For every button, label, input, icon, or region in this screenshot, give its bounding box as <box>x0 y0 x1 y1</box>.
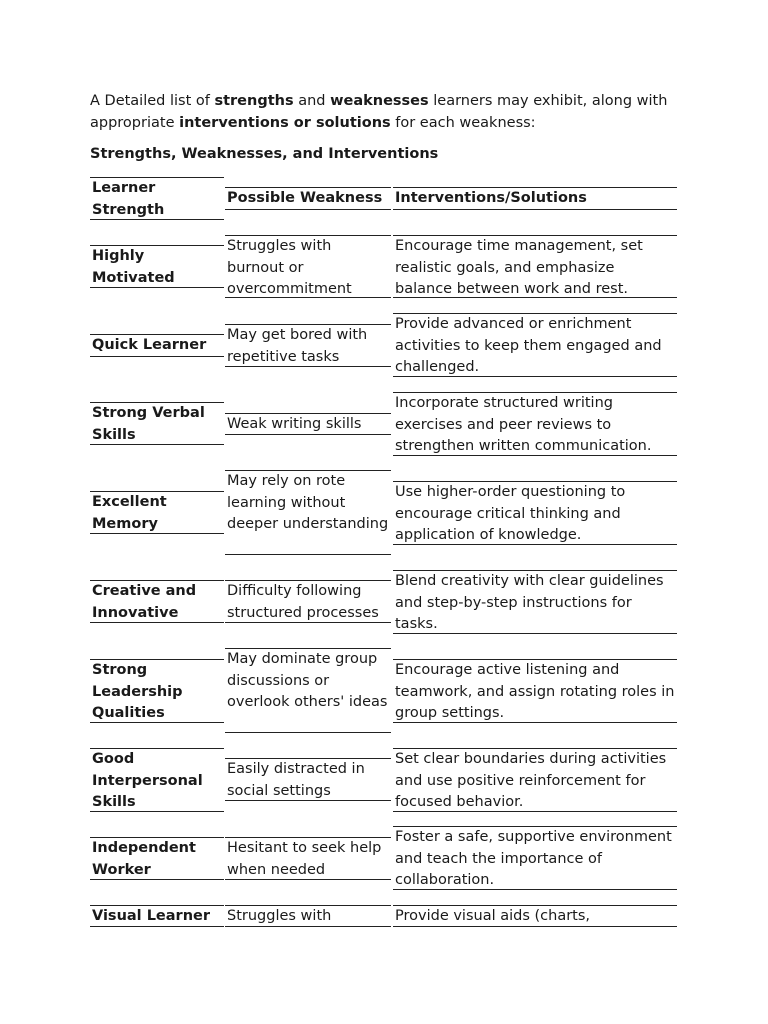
cell-strength: Highly Motivated <box>90 245 224 288</box>
cell-intervention: Foster a safe, supportive environment and teach the importance of collaboration. <box>393 826 677 890</box>
cell-intervention: Incorporate structured writing exercises and peer reviews to strengthen written communication. <box>393 392 677 456</box>
cell-strength: Strong Verbal Skills <box>90 402 224 445</box>
cell-weakness: Hesitant to seek help when needed <box>225 837 391 880</box>
intro-text: learners may exhibit, along with appropriate <box>90 93 668 131</box>
cell-strength: Independent Worker <box>90 837 224 880</box>
cell-weakness: Weak writing skills <box>225 413 391 435</box>
table-heading: Strengths, Weaknesses, and Interventions <box>90 146 439 162</box>
intro-bold-weaknesses: weaknesses <box>330 93 429 109</box>
cell-intervention: Set clear boundaries during activities and use positive reinforcement for focused behavior. <box>393 748 677 812</box>
cell-strength: Good Interpersonal Skills <box>90 748 224 812</box>
cell-strength: Strong Leadership Qualities <box>90 659 224 723</box>
cell-weakness: May dominate group discussions or overlook others' ideas <box>225 648 391 733</box>
intro-bold-strengths: strengths <box>214 93 294 109</box>
header-learner-strength: Learner Strength <box>90 177 224 220</box>
cell-strength: Quick Learner <box>90 334 224 357</box>
cell-strength: Visual Learner <box>90 905 224 927</box>
header-interventions: Interventions/Solutions <box>393 187 677 210</box>
cell-weakness: Easily distracted in social settings <box>225 758 391 801</box>
intro-paragraph <box>90 90 680 134</box>
cell-weakness: May rely on rote learning without deeper understanding <box>225 470 391 555</box>
cell-strength: Excellent Memory <box>90 491 224 534</box>
cell-weakness: Struggles with burnout or overcommitment <box>225 235 391 298</box>
cell-intervention: Encourage time management, set realistic goals, and emphasize balance between work and rest. <box>393 235 677 298</box>
cell-intervention: Provide visual aids (charts, <box>393 905 677 927</box>
intro-text: A Detailed list of <box>90 93 215 109</box>
cell-weakness: May get bored with repetitive tasks <box>225 324 391 367</box>
cell-intervention: Encourage active listening and teamwork, and assign rotating roles in group settings. <box>393 659 677 723</box>
cell-intervention: Blend creativity with clear guidelines and step-by-step instructions for tasks. <box>393 570 677 634</box>
intro-text: and <box>293 93 331 109</box>
cell-intervention: Provide advanced or enrichment activities to keep them engaged and challenged. <box>393 313 677 377</box>
cell-strength: Creative and Innovative <box>90 580 224 623</box>
intro-text: for each weakness: <box>390 115 536 131</box>
cell-weakness: Difficulty following structured processes <box>225 580 391 623</box>
intro-bold-interventions: interventions or solutions <box>179 115 391 131</box>
header-possible-weakness: Possible Weakness <box>225 187 391 210</box>
cell-weakness: Struggles with <box>225 905 391 927</box>
cell-intervention: Use higher-order questioning to encourage critical thinking and application of knowledge. <box>393 481 677 545</box>
